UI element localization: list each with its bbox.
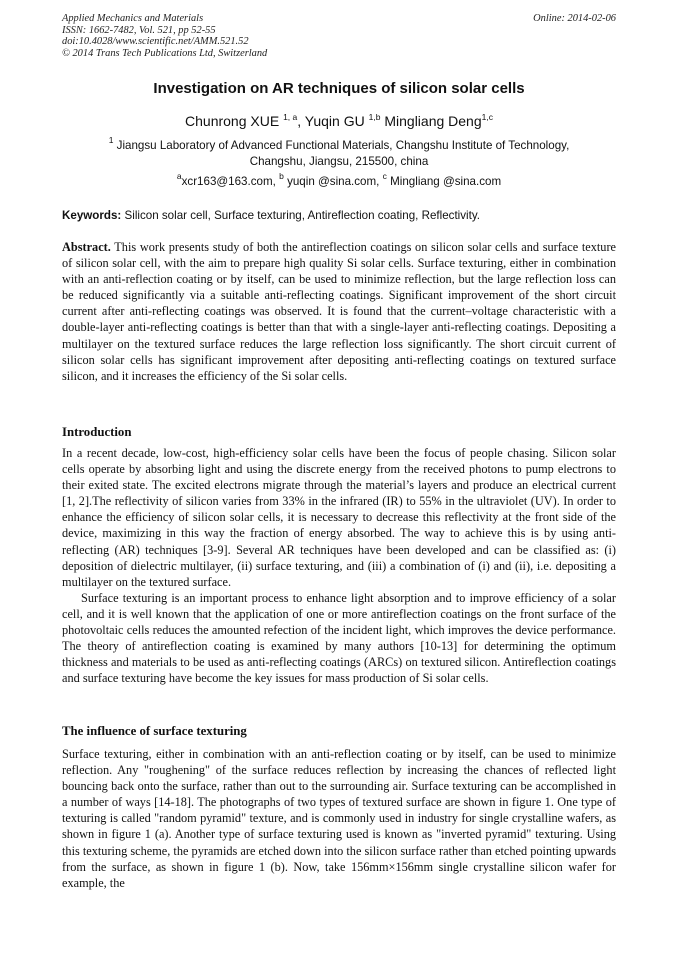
author-affil-mark: 1,b [368,112,381,122]
paragraph: Surface texturing is an important process to enhance light absorption and to improve efficiency of a solar cell, and it is well known that the application of one or more antireflection coatings on the front surface of the photovoltaic cells reduces the amounted refection of the incident light, which improves the device performance. The theory of antireflection coating is examined by many authors [10-13] for determining the optimum thickness and materials to be used as anti-reflecting coatings (ARCs) on textured silicon. Antireflection coatings and surface texturing have become the key issues for mass production of Si solar cells. [62,590,616,686]
copyright-line: © 2014 Trans Tech Publications Ltd, Switzerland [62,47,268,59]
online-date: Online: 2014-02-06 [533,13,616,24]
affiliation-mark: 1 [108,135,114,145]
surface-texturing-section [62,746,616,891]
paragraph: In a recent decade, low-cost, high-efficiency solar cells have been the focus of people chasing. Silicon solar cells operate by absorbing light and using the discrete energy from the received photons to pump electrons to their exited state. The excited electrons migrate through the material’s layers and produce an electrical current [1, 2].The reflectivity of silicon varies from 33% in the infrared (IR) to 55% in the ultraviolet (UV). In order to enhance the efficiency of silicon solar cells, it is necessary to decrease this reflectivity at the front side of the device, maximizing in this way the fraction of energy absorbed. The way to achieve this is by using anti-reflecting (AR) techniques [3-9]. Several AR techniques have been developed and can be classified as: (i) deposition of dielectric multilayer, (ii) surface texturing, and (iii) a combination of (i) and (ii), i.e. depositing a multilayer on the textured surface. [62,446,616,589]
journal-name: Applied Mechanics and Materials [62,13,204,24]
author-name: Yuqin GU [304,113,365,129]
doi-line: doi:10.4028/www.scientific.net/AMM.521.52 [62,36,249,47]
affiliation-line: Changshu, Jiangsu, 215500, china [249,154,429,168]
paper-title: Investigation on AR techniques of silicon solar cells [153,80,525,97]
email-mark: b [279,171,284,181]
author-affil-mark: 1,c [481,112,493,122]
section-heading-introduction: Introduction [62,425,132,439]
email-mark: a [176,171,182,181]
author-name: Chunrong XUE [185,113,280,129]
keywords-text: Silicon solar cell, Surface texturing, Antireflection coating, Reflectivity. [124,209,481,222]
author-affil-mark: 1, a [283,112,298,122]
author-list: Chunrong XUE $^{1, a}$, Yuqin GU $^{1,b}$ Mingliang Deng$^{1,c}$ [185,112,493,129]
abstract [62,239,616,384]
email-address[interactable]: Mingliang @sina.com [390,175,502,188]
keywords-label: Keywords: [62,209,122,222]
abstract-text: This work presents study of both the antireflection coatings on silicon solar cells and surface texture of silicon solar cell, with the aim to prepare high quality Si solar cells. Surface texturing, either in combination with an anti-reflection coating or by itself, can be used to minimize reflection, but the large reflection loss can be reduced significantly via a suitable anti-reflecting coatings. Significant improvement of the short circuit current after anti-reflecting coatings was observed. It is found that the current–voltage characteristic with a double-layer anti-reflecting coatings is better than that with a single-layer anti-reflecting coatings. Depositing a multilayer on the textured surface reduces the large reflection loss significantly. The short circuit current of silicon solar cells has significant improvement after depositing anti-reflecting coatings on textured surface silicon, and it increases the efficiency of the Si solar cells. [62,240,616,383]
publication-info [62,13,267,59]
affiliation [62,135,616,169]
email-mark: c [382,171,387,181]
section-heading-surface-texturing: The influence of surface texturing [62,724,247,738]
abstract-label: Abstract. [62,240,111,254]
author-name: Mingliang Deng [384,113,482,129]
email-address[interactable]: xcr163@163.com, [181,175,276,188]
author-emails [62,171,616,189]
paragraph: Surface texturing, either in combination with an anti-reflection coating or by itself, can be used to minimize reflection. Any "roughening" of the surface reduces reflection by increasing the chances of reflected light bouncing back onto the surface, rather than out to the surrounding air. Surface texturing can be accomplished in a number of ways [14-18]. The photographs of two types of textured surface are shown in figure 1. One type of texturing is called "random pyramid" texture, and is commonly used in industry for single crystalline wafers, as shown in figure 1 (a). Another type of surface texturing used is known as "inverted pyramid" texturing. Using this texturing scheme, the pyramids are etched down into the silicon surface rather than etched pointing upwards from the surface, as shown in figure 1 (b). Now, take 156mm×156mm single crystalline silicon wafer for example, the [62,747,616,890]
issn-line: ISSN: 1662-7482, Vol. 521, pp 52-55 [62,24,216,36]
affiliation-line: Jiangsu Laboratory of Advanced Functional Materials, Changshu Institute of Technology, [116,139,570,152]
email-address[interactable]: yuqin @sina.com, [287,175,380,188]
introduction-section [62,445,616,686]
keywords [62,208,618,223]
